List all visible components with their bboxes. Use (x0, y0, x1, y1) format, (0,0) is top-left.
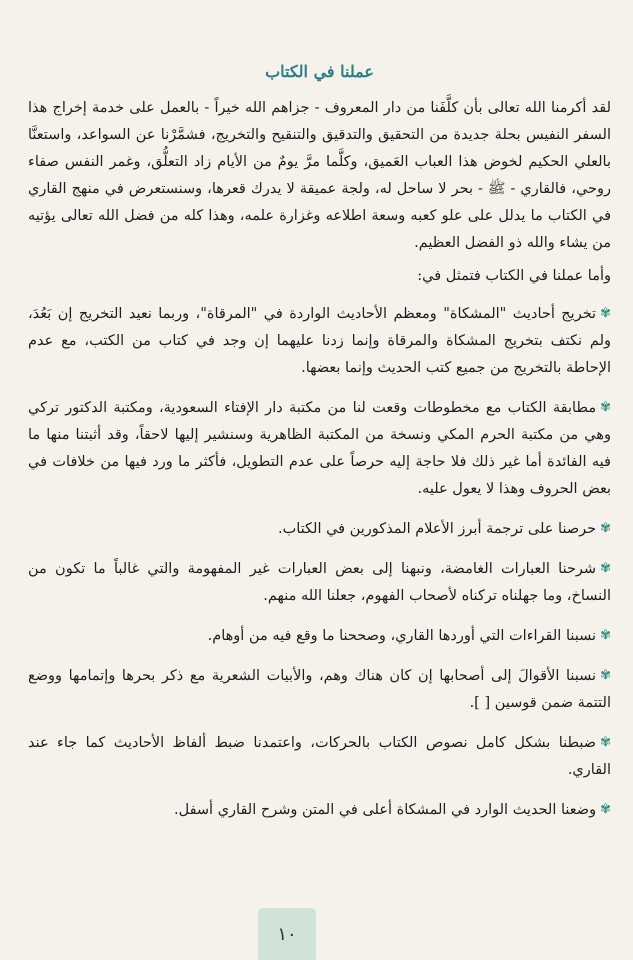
list-item (28, 515, 611, 543)
list-item-text: تخريج أحاديث "المشكاة" ومعظم الأحاديث الواردة في "المرقاة"، وربما نعيد التخريج إن بَعُدَ، ولم نكتف بتخريج المشكاة والمرقاة وإنما زدنا عليهما إن وجد في كتاب من الكتب، مع عدم الإحاطة بالتخريج من جميع كتب الحديث وإنما بعضها. (28, 306, 611, 376)
list-item (28, 622, 611, 650)
page-content (28, 62, 611, 836)
flower-bullet-icon: ✾ (600, 521, 611, 536)
list-item-text: حرصنا على ترجمة أبرز الأعلام المذكورين في الكتاب. (277, 521, 597, 537)
list-item-text: مطابقة الكتاب مع مخطوطات وقعت لنا من مكتبة دار الإفتاء السعودية، ومكتبة الدكتور تركي وهي من مكتبة الحرم المكي ونسخة من المكتبة الظاهرية وسنشير إليها لاحقاً، وقد أثبتنا منها ما فيه الفائدة أما غير ذلك فلا حاجة إليه حرصاً على عدم التطويل، فأكثر ما ورد فيها من خلافات في بعض الحروف وهذا لا يعول عليه. (28, 400, 611, 497)
lead-paragraph: وأما عملنا في الكتاب فتمثل في: (417, 268, 611, 284)
section-heading: عملنا في الكتاب (265, 62, 374, 81)
intro-paragraph: لقد أكرمنا الله تعالى بأن كلَّفَنا من دار المعروف - جزاهم الله خيراً - بالعمل على خدمة إخراج هذا السفر النفيس بحلة جديدة من التحقيق والتدقيق والتنقيح والتخريج، فشمَّرْنا عن السواعد، واستعنَّا بالعلي الحكيم لخوض هذا العباب العَميق، وكلَّما مرَّ يومٌ من الأيام زاد التعلُّق، وغمر النفس صفاء روحي، فالقاري - ﷺ - بحر لا ساحل له، ولجة عميقة لا يدرك قعرها، وسنستعرض في منهج القاري في الكتاب ما يدلل على علو كعبه وسعة اطلاعه وغزارة علمه، وهذا كله من فضل الله تعالى يؤتيه من يشاء والله ذو الفضل العظيم. (28, 100, 611, 251)
list-item (28, 796, 611, 824)
list-item (28, 729, 611, 784)
flower-bullet-icon: ✾ (600, 306, 611, 321)
list-item-text: شرحنا العبارات الغامضة، ونبهنا إلى بعض العبارات غير المفهومة والتي غالباً ما تكون من النساخ، وما جهلناه تركناه لأصحاب الفهوم، جعلنا الله منهم. (28, 561, 611, 604)
list-item (28, 394, 611, 503)
flower-bullet-icon: ✾ (600, 668, 611, 683)
list-item-text: وضعنا الحديث الوارد في المشكاة أعلى في المتن وشرح القاري أسفل. (173, 802, 597, 818)
list-item (28, 555, 611, 610)
list-item (28, 300, 611, 382)
flower-bullet-icon: ✾ (600, 802, 611, 817)
page-number: ١٠ (277, 923, 297, 945)
flower-bullet-icon: ✾ (600, 561, 611, 576)
list-item-text: نسبنا القراءات التي أوردها القاري، وصححنا ما وقع فيه من أوهام. (207, 628, 597, 644)
flower-bullet-icon: ✾ (600, 400, 611, 415)
list-item-text: نسبنا الأقوالَ إلى أصحابها إن كان هناك وهم، والأبيات الشعرية مع ذكر بحرها وإتمامها ووضع التتمة ضمن قوسين [ ]. (28, 668, 611, 711)
flower-bullet-icon: ✾ (600, 628, 611, 643)
flower-bullet-icon: ✾ (600, 735, 611, 750)
list-item (28, 662, 611, 717)
list-item-text: ضبطنا بشكل كامل نصوص الكتاب بالحركات، واعتمدنا ضبط ألفاظ الأحاديث كما جاء عند القاري. (28, 735, 611, 778)
page-number-tab (258, 908, 316, 960)
